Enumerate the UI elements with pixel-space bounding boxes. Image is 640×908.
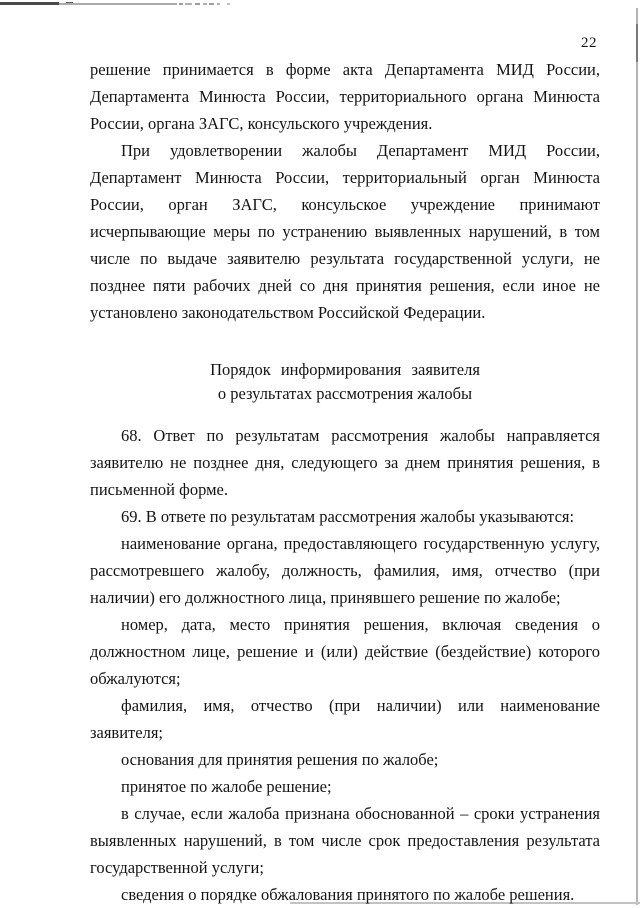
scan-artifact-dash	[209, 3, 214, 5]
paragraph-68: 68. Ответ по результатам рассмотрения жалобы направляется заявителю не позднее дня, следующего за днем принятия решения, в письменной форме.	[90, 426, 600, 499]
scan-artifact-right-edge-line	[636, 8, 638, 905]
paragraph-69: 69. В ответе по результатам рассмотрения жалобы указываются:	[121, 507, 575, 526]
section-heading-line-2: о результатах рассмотрения жалобы	[217, 384, 473, 403]
list-item: номер, дата, место принятия решения, включая сведения о должностном лице, решение и (или) действие (бездействие) которого обжалуются;	[90, 615, 600, 688]
list-item: наименование органа, предоставляющего государственную услугу, рассмотревшего жалобу, должность, фамилия, имя, отчество (при наличии) его должностного лица, принявшего решение по жалобе;	[90, 534, 600, 607]
list-item: фамилия, имя, отчество (при наличии) или наименование заявителя;	[90, 696, 600, 742]
document-body	[90, 56, 600, 908]
scan-artifact-right-edge-line-dark	[636, 24, 638, 62]
scan-artifact-dash	[185, 3, 192, 5]
scan-artifact-top-line-dark	[0, 2, 59, 5]
section-heading-line-1: Порядок информирования заявителя	[210, 360, 480, 379]
list-item: в случае, если жалоба признана обоснованной – сроки устранения выявленных нарушений, в том числе срок предоставления результата государственной услуги;	[90, 804, 600, 877]
list-item: сведения о порядке обжалования принятого по жалобе решения.	[121, 885, 575, 904]
scan-artifact-top-line-gray	[59, 3, 177, 5]
paragraph-satisfaction: При удовлетворении жалобы Департамент МИД России, Департамент Минюста России, территориальный орган Минюста России, орган ЗАГС, консульское учреждение принимают исчерпывающие меры по устранению выявленных нарушений, в том числе по выдаче заявителю результата государственной услуги, не позднее пяти рабочих дней со дня принятия решения, если иное не установлено законодательством Российской Федерации.	[90, 141, 600, 322]
list-item: принятое по жалобе решение;	[121, 777, 332, 796]
page-number: 22	[581, 35, 597, 51]
section-heading	[90, 358, 600, 406]
list-item: основания для принятия решения по жалобе;	[121, 750, 439, 769]
scan-artifact-dash	[227, 3, 230, 5]
paragraph-continuation: решение принимается в форме акта Департамента МИД России, Департамента Минюста России, территориального органа Минюста России, органа ЗАГС, консульского учреждения.	[90, 60, 600, 133]
scan-artifact-dash	[203, 3, 207, 5]
scan-artifact-dash	[217, 3, 220, 5]
scan-artifact-dash	[195, 3, 200, 5]
scan-artifact-dash	[179, 3, 183, 5]
